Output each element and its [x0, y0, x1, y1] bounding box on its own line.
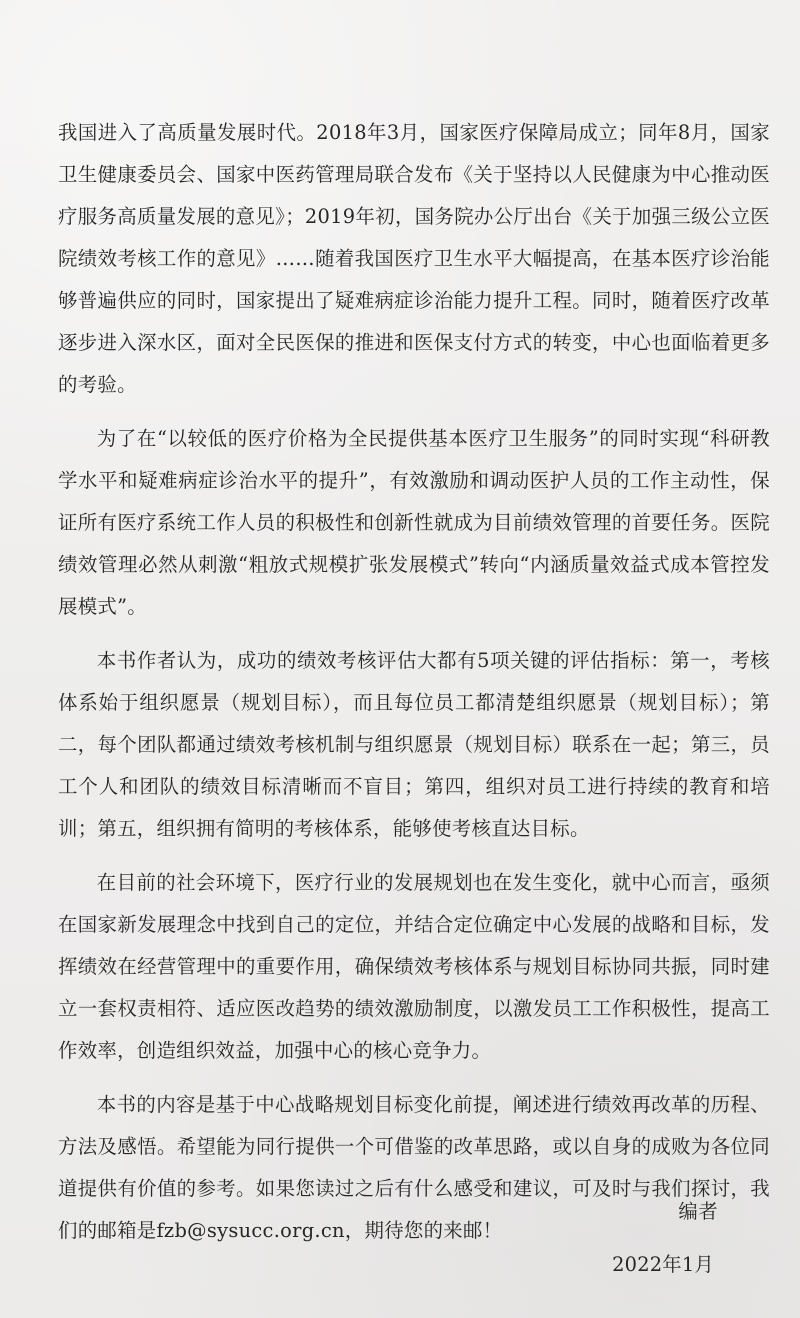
paragraph-4: 在目前的社会环境下，医疗行业的发展规划也在发生变化，就中心而言，亟须在国家新发展理念中找到自己的定位，并结合定位确定中心发展的战略和目标，发挥绩效在经营管理中的重要作用，确保绩效考核体系与规划目标协同共振，同时建立一套权责相符、适应医改趋势的绩效激励制度，以激发员工工作积极性，提高工作效率，创造组织效益，加强中心的核心竞争力。 [58, 871, 770, 1062]
paragraph-1: 我国进入了高质量发展时代。2018年3月，国家医疗保障局成立；同年8月，国家卫生健康委员会、国家中医药管理局联合发布《关于坚持以人民健康为中心推动医疗服务高质量发展的意见》；2019年初，国务院办公厅出台《关于加强三级公立医院绩效考核工作的意见》……随着我国医疗卫生水平大幅提高，在基本医疗诊治能够普遍供应的同时，国家提出了疑难病症诊治能力提升工程。同时，随着医疗改革逐步进入深水区，面对全民医保的推进和医保支付方式的转变，中心也面临着更多的考验。 [58, 121, 770, 396]
date-text: 2022年1月 [612, 1253, 714, 1276]
signature-text: 编者 [678, 1200, 718, 1223]
paragraph-2: 为了在“以较低的医疗价格为全民提供基本医疗卫生服务”的同时实现“科研教学水平和疑难病症诊治水平的提升”，有效激励和调动医护人员的工作主动性，保证所有医疗系统工作人员的积极性和创新性就成为目前绩效管理的首要任务。医院绩效管理必然从刺激“粗放式规模扩张发展模式”转向“内涵质量效益式成本管控发展模式”。 [58, 427, 770, 618]
document-body [58, 112, 770, 1264]
paragraph-5: 本书的内容是基于中心战略规划目标变化前提，阐述进行绩效再改革的历程、方法及感悟。希望能为同行提供一个可借鉴的改革思路，或以自身的成败为各位同道提供有价值的参考。如果您读过之后有什么感受和建议，可及时与我们探讨，我们的邮箱是fzb@sysucc.org.cn，期待您的来邮！ [58, 1093, 770, 1242]
paragraph-3: 本书作者认为，成功的绩效考核评估大都有5项关键的评估指标：第一，考核体系始于组织愿景（规划目标），而且每位员工都清楚组织愿景（规划目标）；第二，每个团队都通过绩效考核机制与组织愿景（规划目标）联系在一起；第三，员工个人和团队的绩效目标清晰而不盲目；第四，组织对员工进行持续的教育和培训；第五，组织拥有简明的考核体系，能够使考核直达目标。 [58, 649, 770, 840]
